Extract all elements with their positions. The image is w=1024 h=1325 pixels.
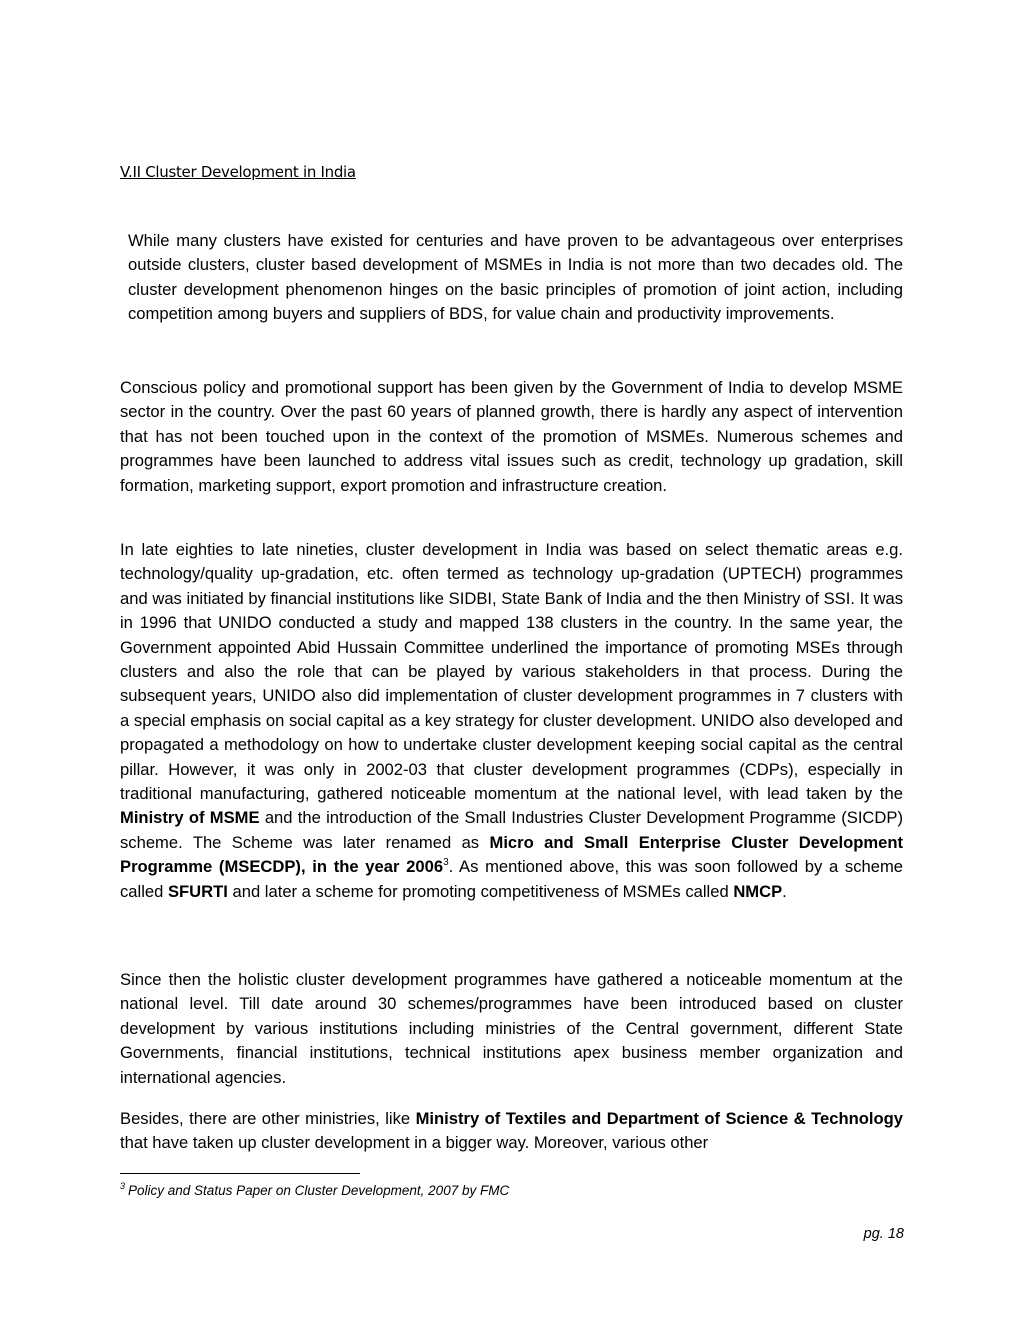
paragraph-momentum: Since then the holistic cluster development programmes have gathered a noticeable momentum at the national level. Till date around 30 schemes/programmes have been introduced based on cluster development by various institutions including ministries of the Central government, different State Governments, financial institutions, technical institutions apex business member organization and international agencies. [120, 970, 903, 1087]
paragraph-text: In late eighties to late nineties, cluster development in India was based on select thematic areas e.g. technology/quality up-gradation, etc. often termed as technology up-gradation (UPTECH) programmes and was initiated by financial institutions like SIDBI, State Bank of India and the then Ministry of SSI. It was in 1996 that UNIDO conducted a study and mapped 138 clusters in the country. In the same year, the Government appointed Abid Hussain Committee underlined the importance of promoting MSEs through clusters and also the role that can be played by various stakeholders in that process. During the subsequent years, UNIDO also did implementation of cluster development programmes in 7 clusters with a special emphasis on social capital as a key strategy for cluster development. UNIDO also developed and propagated a methodology on how to undertake cluster development keeping social capital as the central pillar. However, it was only in 2002-03 that cluster development programmes (CDPs), especially in traditional manufacturing, gathered noticeable momentum at the national level, with lead taken by the [120, 540, 903, 804]
bold-term-ministries: Ministry of Textiles and Department of Science & Technology [415, 1109, 903, 1128]
footnote-text: Policy and Status Paper on Cluster Development, 2007 by FMC [128, 1183, 510, 1198]
paragraph-text: . [782, 881, 787, 901]
paragraph-cluster-history [120, 538, 903, 904]
bold-term-ministry-msme: Ministry of MSME [120, 808, 260, 828]
paragraph-text: that have taken up cluster development in a bigger way. Moreover, various other [120, 1133, 709, 1153]
footnote-reference[interactable]: 3 [443, 857, 449, 869]
footnote [120, 1181, 509, 1198]
paragraph-text: and later a scheme for promoting competitiveness of MSMEs called [227, 881, 734, 901]
footnote-separator [120, 1173, 360, 1174]
indented-paragraph: While many clusters have existed for centuries and have proven to be advantageous over enterprises outside clusters, cluster based development of MSMEs in India is not more than two decades old. The cluster development phenomenon hinges on the basic principles of promotion of joint action, including competition among buyers and suppliers of BDS, for value chain and productivity improvements. [128, 231, 903, 324]
page-number: pg. 18 [863, 1226, 904, 1242]
paragraph-text: and the introduction of the Small Industries Cluster Development Programme (SICDP) scheme. The Scheme was later renamed as [120, 808, 903, 852]
paragraph-text: Besides, there are other ministries, like [120, 1109, 416, 1128]
paragraph-policy-support: Conscious policy and promotional support has been given by the Government of India to develop MSME sector in the country. Over the past 60 years of planned growth, there is hardly any aspect of intervention that has not been touched upon in the context of the promotion of MSMEs. Numerous schemes and programmes have been launched to address vital issues such as credit, technology up gradation, skill formation, marketing support, export promotion and infrastructure creation. [120, 378, 903, 495]
bold-term-msecdp: Micro and Small Enterprise Cluster Development Programme (MSECDP), in the year 2006 [120, 832, 903, 877]
section-heading: V.II Cluster Development in India [120, 163, 356, 181]
bold-term-sfurti: SFURTI [167, 881, 228, 901]
paragraph-text: . As mentioned above, this was soon followed by a scheme called [120, 857, 904, 901]
footnote-number: 3 [120, 1181, 126, 1191]
bold-term-nmcp: NMCP [733, 881, 783, 901]
paragraph-other-ministries [120, 1107, 903, 1156]
